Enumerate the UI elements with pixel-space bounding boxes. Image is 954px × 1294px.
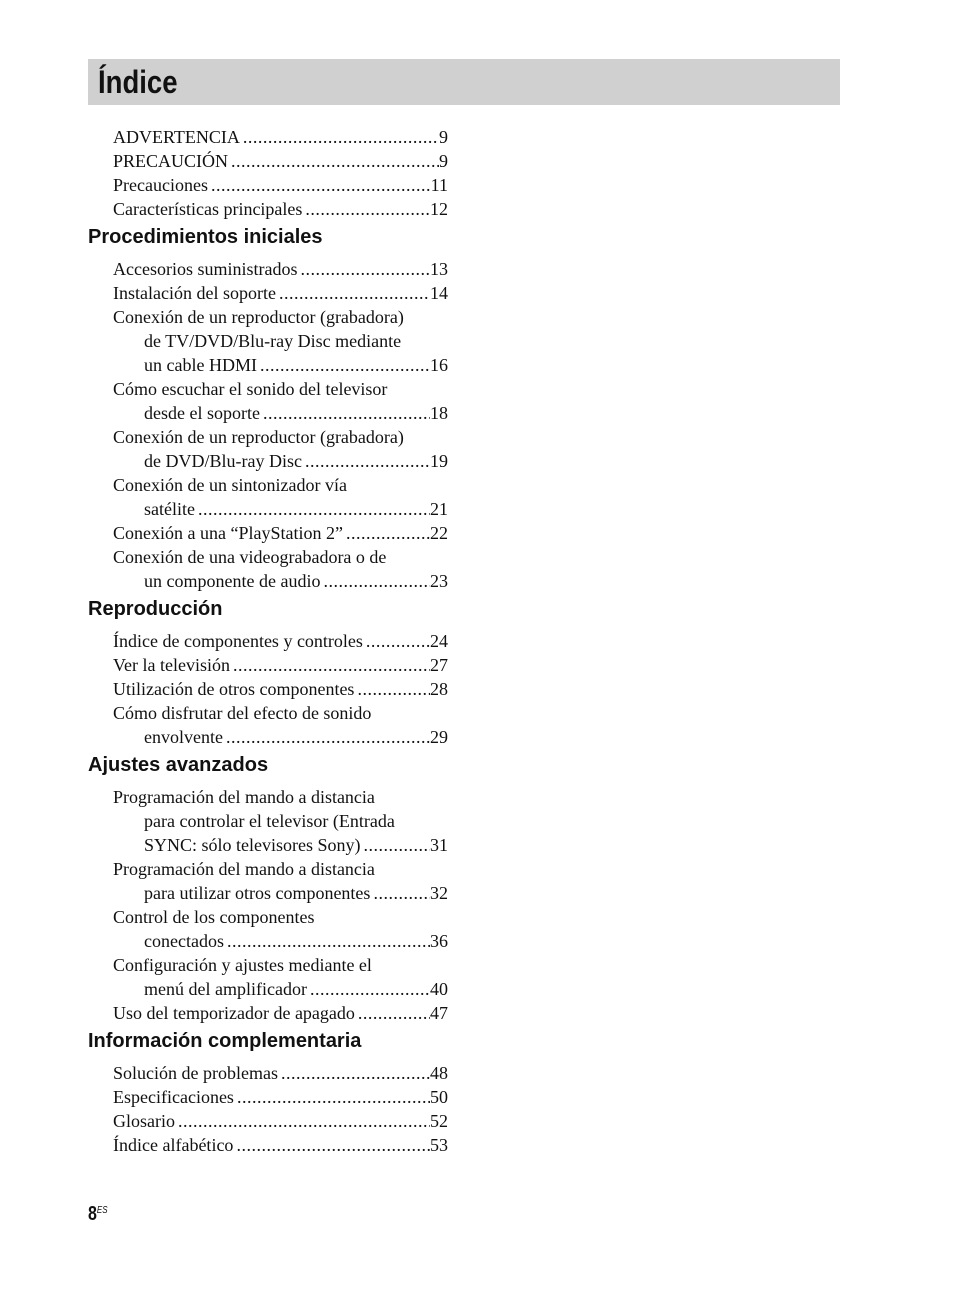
toc-entry-text: Control de los componentes bbox=[113, 907, 315, 927]
toc-entry-text: Precauciones bbox=[113, 175, 208, 195]
section-heading: Información complementaria bbox=[88, 1030, 362, 1052]
dot-leader bbox=[178, 1109, 430, 1133]
toc-entry[interactable] bbox=[88, 197, 448, 221]
toc-entry-line bbox=[88, 953, 448, 977]
toc-entry[interactable] bbox=[88, 677, 448, 701]
toc-entry-text: Programación del mando a distancia bbox=[113, 859, 375, 879]
toc-page-number: 48 bbox=[430, 1063, 448, 1083]
toc-entry-line bbox=[88, 677, 448, 701]
toc-entry-line bbox=[88, 473, 448, 497]
toc-entry-line bbox=[88, 125, 448, 149]
toc-page-number: 11 bbox=[430, 175, 448, 195]
toc-entry-line bbox=[88, 629, 448, 653]
dot-leader bbox=[211, 173, 431, 197]
toc-page-number: 16 bbox=[430, 355, 448, 375]
toc-entry[interactable] bbox=[88, 629, 448, 653]
dot-leader bbox=[346, 521, 430, 545]
toc-entry-line bbox=[88, 281, 448, 305]
toc-entry[interactable] bbox=[88, 953, 448, 1001]
toc-entry-line bbox=[88, 1061, 448, 1085]
toc-entry-line bbox=[88, 977, 448, 1001]
toc-entry-line bbox=[88, 545, 448, 569]
section-heading: Procedimientos iniciales bbox=[88, 226, 323, 248]
toc-page-number: 24 bbox=[430, 631, 448, 651]
toc-entry-text: un cable HDMI bbox=[144, 355, 257, 375]
toc-entry-text: Solución de problemas bbox=[113, 1063, 278, 1083]
toc-entry-text: Uso del temporizador de apagado bbox=[113, 1003, 355, 1023]
toc-entry-text: Accesorios suministrados bbox=[113, 259, 298, 279]
toc-entry-text: Conexión a una “PlayStation 2” bbox=[113, 523, 343, 543]
toc-page-number: 29 bbox=[430, 727, 448, 747]
toc-entry-text: de TV/DVD/Blu-ray Disc mediante bbox=[144, 331, 402, 351]
section-heading: Ajustes avanzados bbox=[88, 754, 269, 776]
dot-leader bbox=[237, 1085, 430, 1109]
toc-entry-line bbox=[88, 377, 448, 401]
dot-leader bbox=[226, 725, 430, 749]
toc-entry[interactable] bbox=[88, 1001, 448, 1025]
toc-entry-text: Cómo disfrutar del efecto de sonido bbox=[113, 703, 372, 723]
toc-entry-text: Conexión de un reproductor (grabadora) bbox=[113, 307, 404, 327]
toc-entry-text: conectados bbox=[144, 931, 224, 951]
toc-page-number: 9 bbox=[439, 151, 448, 171]
toc-page-number: 22 bbox=[430, 523, 448, 543]
toc-entry-text: Configuración y ajustes mediante el bbox=[113, 955, 372, 975]
toc-entry[interactable] bbox=[88, 701, 448, 749]
toc-page-number: 47 bbox=[430, 1003, 448, 1023]
toc-page-number: 18 bbox=[430, 403, 448, 423]
toc-entry-line bbox=[88, 497, 448, 521]
dot-leader bbox=[305, 449, 430, 473]
toc-page-number: 9 bbox=[439, 127, 448, 147]
toc-page-number: 13 bbox=[430, 259, 448, 279]
toc-entry-line bbox=[88, 653, 448, 677]
toc-entry[interactable] bbox=[88, 257, 448, 281]
toc-entry[interactable] bbox=[88, 653, 448, 677]
dot-leader bbox=[300, 257, 430, 281]
toc-page-number: 36 bbox=[430, 931, 448, 951]
toc-entry-line bbox=[88, 1001, 448, 1025]
toc-entry[interactable] bbox=[88, 305, 448, 377]
toc-entry-text: Glosario bbox=[113, 1111, 175, 1131]
toc-entry-text: Conexión de una videograbadora o de bbox=[113, 547, 387, 567]
dot-leader bbox=[305, 197, 430, 221]
toc-entry-line bbox=[88, 353, 448, 377]
toc-page-number: 53 bbox=[430, 1135, 448, 1155]
page-title: Índice bbox=[98, 64, 178, 100]
toc-entry-text: un componente de audio bbox=[144, 571, 321, 591]
dot-leader bbox=[263, 401, 430, 425]
dot-leader bbox=[198, 497, 430, 521]
toc-entry-line bbox=[88, 521, 448, 545]
toc-page-number: 40 bbox=[430, 979, 448, 999]
section-heading: Reproducción bbox=[88, 598, 223, 620]
dot-leader bbox=[366, 629, 430, 653]
toc-page-number: 14 bbox=[430, 283, 448, 303]
toc-entry-line bbox=[88, 929, 448, 953]
toc-entry-line bbox=[88, 173, 448, 197]
toc-page-number: 23 bbox=[430, 571, 448, 591]
toc-entry-text: Especificaciones bbox=[113, 1087, 234, 1107]
toc-entry-line bbox=[88, 857, 448, 881]
toc-entry-line bbox=[88, 149, 448, 173]
toc-entry-line bbox=[88, 881, 448, 905]
toc-entry[interactable] bbox=[88, 173, 448, 197]
dot-leader bbox=[260, 353, 430, 377]
toc-entry-text: satélite bbox=[144, 499, 195, 519]
toc-entry[interactable] bbox=[88, 377, 448, 425]
toc-page-number: 12 bbox=[430, 199, 448, 219]
toc-entry[interactable] bbox=[88, 473, 448, 521]
toc-page-number: 21 bbox=[430, 499, 448, 519]
dot-leader bbox=[236, 1133, 430, 1157]
toc-entry-text: Índice de componentes y controles bbox=[113, 631, 363, 651]
page-number bbox=[88, 1203, 108, 1226]
toc-entry[interactable] bbox=[88, 905, 448, 953]
toc-entry-text: SYNC: sólo televisores Sony) bbox=[144, 835, 361, 855]
language-code: ES bbox=[96, 1205, 108, 1216]
toc-page-number: 31 bbox=[430, 835, 448, 855]
toc-page-number: 28 bbox=[430, 679, 448, 699]
dot-leader bbox=[358, 1001, 430, 1025]
dot-leader bbox=[243, 125, 439, 149]
toc-entry-line bbox=[88, 197, 448, 221]
toc-entry-line bbox=[88, 725, 448, 749]
toc-entry-line bbox=[88, 305, 448, 329]
toc-entry-line bbox=[88, 257, 448, 281]
toc-entry[interactable] bbox=[88, 425, 448, 473]
toc-entry[interactable] bbox=[88, 545, 448, 593]
toc-entry-line bbox=[88, 569, 448, 593]
dot-leader bbox=[231, 149, 439, 173]
toc-entry[interactable] bbox=[88, 1109, 448, 1133]
toc-entry-line bbox=[88, 329, 448, 353]
dot-leader bbox=[233, 653, 430, 677]
toc-entry-text: Características principales bbox=[113, 199, 303, 219]
toc-entry-line bbox=[88, 425, 448, 449]
toc-entry-line bbox=[88, 401, 448, 425]
toc-entry-line bbox=[88, 701, 448, 725]
page-number-value: 8 bbox=[88, 1203, 97, 1225]
toc-entry-line bbox=[88, 905, 448, 929]
toc-entry-line bbox=[88, 833, 448, 857]
toc-entry[interactable] bbox=[88, 1061, 448, 1085]
toc-entry-text: Instalación del soporte bbox=[113, 283, 276, 303]
toc-entry[interactable] bbox=[88, 785, 448, 857]
toc-entry[interactable] bbox=[88, 857, 448, 905]
toc-entry-text: desde el soporte bbox=[144, 403, 260, 423]
toc-entry-line bbox=[88, 1133, 448, 1157]
toc-entry[interactable] bbox=[88, 149, 448, 173]
toc-entry[interactable] bbox=[88, 125, 448, 149]
dot-leader bbox=[323, 569, 430, 593]
toc-entry-line bbox=[88, 1085, 448, 1109]
toc-entry-line bbox=[88, 1109, 448, 1133]
toc-entry-line bbox=[88, 809, 448, 833]
toc-entry-text: Utilización de otros componentes bbox=[113, 679, 355, 699]
toc-entry-line bbox=[88, 785, 448, 809]
dot-leader bbox=[227, 929, 430, 953]
toc-page-number: 52 bbox=[430, 1111, 448, 1131]
toc-page-number: 50 bbox=[430, 1087, 448, 1107]
toc-entry-text: Programación del mando a distancia bbox=[113, 787, 375, 807]
toc-entry-text: PRECAUCIÓN bbox=[113, 151, 229, 171]
toc-entry-text: envolvente bbox=[144, 727, 223, 747]
toc-page-number: 19 bbox=[430, 451, 448, 471]
toc-entry-text: Índice alfabético bbox=[113, 1135, 234, 1155]
toc-entry[interactable] bbox=[88, 521, 448, 545]
toc-entry-text: Conexión de un reproductor (grabadora) bbox=[113, 427, 404, 447]
dot-leader bbox=[279, 281, 430, 305]
toc-entry-text: Conexión de un sintonizador vía bbox=[113, 475, 347, 495]
toc-entry-text: para utilizar otros componentes bbox=[144, 883, 371, 903]
toc-entry[interactable] bbox=[88, 1085, 448, 1109]
dot-leader bbox=[373, 881, 430, 905]
dot-leader bbox=[281, 1061, 430, 1085]
dot-leader bbox=[357, 677, 430, 701]
toc-entry-text: para controlar el televisor (Entrada bbox=[144, 811, 395, 831]
toc-entry-text: menú del amplificador bbox=[144, 979, 307, 999]
title-bar bbox=[88, 59, 840, 105]
toc-page-number: 27 bbox=[430, 655, 448, 675]
dot-leader bbox=[364, 833, 430, 857]
toc-entry-text: ADVERTENCIA bbox=[113, 127, 240, 147]
toc-entry[interactable] bbox=[88, 1133, 448, 1157]
toc-entry[interactable] bbox=[88, 281, 448, 305]
table-of-contents bbox=[88, 125, 448, 1157]
toc-page-number: 32 bbox=[430, 883, 448, 903]
toc-entry-text: de DVD/Blu-ray Disc bbox=[144, 451, 302, 471]
toc-entry-line bbox=[88, 449, 448, 473]
toc-entry-text: Ver la televisión bbox=[113, 655, 230, 675]
toc-entry-text: Cómo escuchar el sonido del televisor bbox=[113, 379, 388, 399]
dot-leader bbox=[310, 977, 430, 1001]
